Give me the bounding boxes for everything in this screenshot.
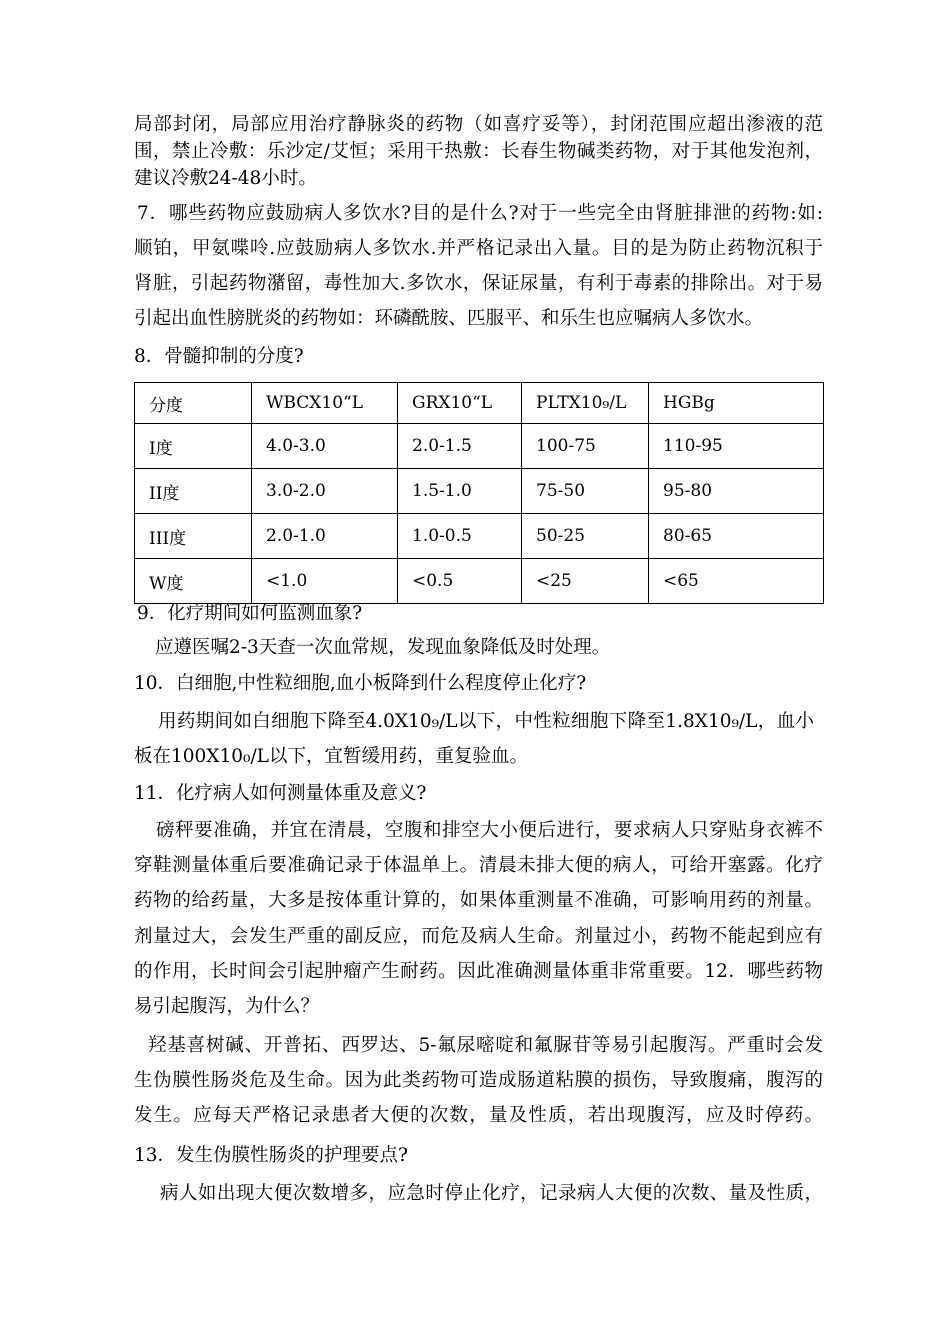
question-11-heading: 11．化疗病人如何测量体重及意义? [134,783,427,804]
table-row [135,469,824,514]
paragraph-line: 生伪膜性肠炎危及生命。因为此类药物可造成肠道粘膜的损伤，导致腹痛，腹泻的 [134,1070,823,1091]
table-cell: 95-80 [649,469,824,514]
table-cell: 80-65 [649,514,824,559]
table-cell: 50-25 [522,514,649,559]
table-cell: W度 [135,559,252,604]
table-cell: II度 [135,469,252,514]
header-cell: WBCX10“L [252,383,398,424]
table-row [135,424,824,469]
table-row [135,559,824,604]
table-cell: I度 [135,424,252,469]
paragraph-line: 围，禁止冷敷：乐沙定/艾恒；采用干热敷：长春生物碱类药物，对于其他发泡剂， [134,141,823,162]
paragraph-line: 的作用，长时间会引起肿瘤产生耐药。因此准确测量体重非常重要。12．哪些药物 [134,961,823,982]
paragraph-line: 药物的给药量，大多是按体重计算的，如果体重测量不准确，可影响用药的剂量。 [134,890,823,911]
paragraph-line: 板在100X10₀/L以下，宜暂缓用药，重复验血。 [134,746,528,767]
table-header-row [135,383,824,424]
question-12-heading: 易引起腹泻，为什么？ [134,996,320,1017]
table-cell: 100-75 [522,424,649,469]
paragraph-line: 羟基喜树碱、开普拓、西罗达、5-氟尿嘧啶和氟脲苷等易引起腹泻。严重时会发 [148,1035,823,1056]
question-7-heading: 7．哪些药物应鼓励病人多饮水?目的是什么?对于一些完全由肾脏排泄的药物:如: [137,203,823,224]
table-cell: 75-50 [522,469,649,514]
paragraph-line: 应遵医嘱2-3天查一次血常规，发现血象降低及时处理。 [155,637,611,658]
paragraph-line: 用药期间如白细胞下降至4.0X10₉/L以下，中性粒细胞下降至1.8X10₉/L，血小 [158,711,814,732]
table-row [135,514,824,559]
question-10-heading: 10．白细胞,中性粒细胞,血小板降到什么程度停止化疗? [134,673,587,694]
bone-marrow-suppression-table [134,382,824,604]
table-cell: 1.0-0.5 [398,514,522,559]
paragraph-line: 引起出血性膀胱炎的药物如：环磷酰胺、匹服平、和乐生也应嘱病人多饮水。 [134,308,764,329]
question-8-heading: 8．骨髓抑制的分度? [134,346,304,367]
table-cell: 4.0-3.0 [252,424,398,469]
question-9-heading: 9．化疗期间如何监测血象? [137,603,363,624]
paragraph-line: 局部封闭，局部应用治疗静脉炎的药物（如喜疗妥等），封闭范围应超出渗液的范 [134,114,823,135]
header-cell: PLTX10₉/L [522,383,649,424]
table-cell: 2.0-1.5 [398,424,522,469]
header-cell: 分度 [135,383,252,424]
paragraph-line: 剂量过大，会发生严重的副反应，而危及病人生命。剂量过小，药物不能起到应有 [134,926,823,947]
paragraph-line: 顺铂，甲氨喋呤.应鼓励病人多饮水.并严格记录出入量。目的是为防止药物沉积于 [134,238,823,259]
table-cell: <65 [649,559,824,604]
table-cell: <25 [522,559,649,604]
table-cell: <0.5 [398,559,522,604]
paragraph-line: 建议冷敷24-48小时。 [134,168,317,189]
paragraph-line: 发生。应每天严格记录患者大便的次数，量及性质，若出现腹泻，应及时停药。 [134,1105,823,1126]
paragraph-line: 穿鞋测量体重后要准确记录于体温单上。清晨未排大便的病人，可给开塞露。化疗 [134,855,823,876]
paragraph-line: 肾脏，引起药物潴留，毒性加大.多饮水，保证尿量，有利于毒素的排除出。对于易 [134,273,823,294]
question-13-heading: 13．发生伪膜性肠炎的护理要点? [134,1145,408,1166]
table-cell: 1.5-1.0 [398,469,522,514]
paragraph-line: 磅秤要准确，并宜在清晨，空腹和排空大小便后进行，要求病人只穿贴身衣裤不 [156,820,823,841]
table-cell: 2.0-1.0 [252,514,398,559]
header-cell: HGBg [649,383,824,424]
header-cell: GRX10“L [398,383,522,424]
table-cell: <1.0 [252,559,398,604]
table-cell: 110-95 [649,424,824,469]
paragraph-line: 病人如出现大便次数增多，应急时停止化疗，记录病人大便的次数、量及性质， [160,1183,823,1204]
table-cell: 3.0-2.0 [252,469,398,514]
table-cell: III度 [135,514,252,559]
